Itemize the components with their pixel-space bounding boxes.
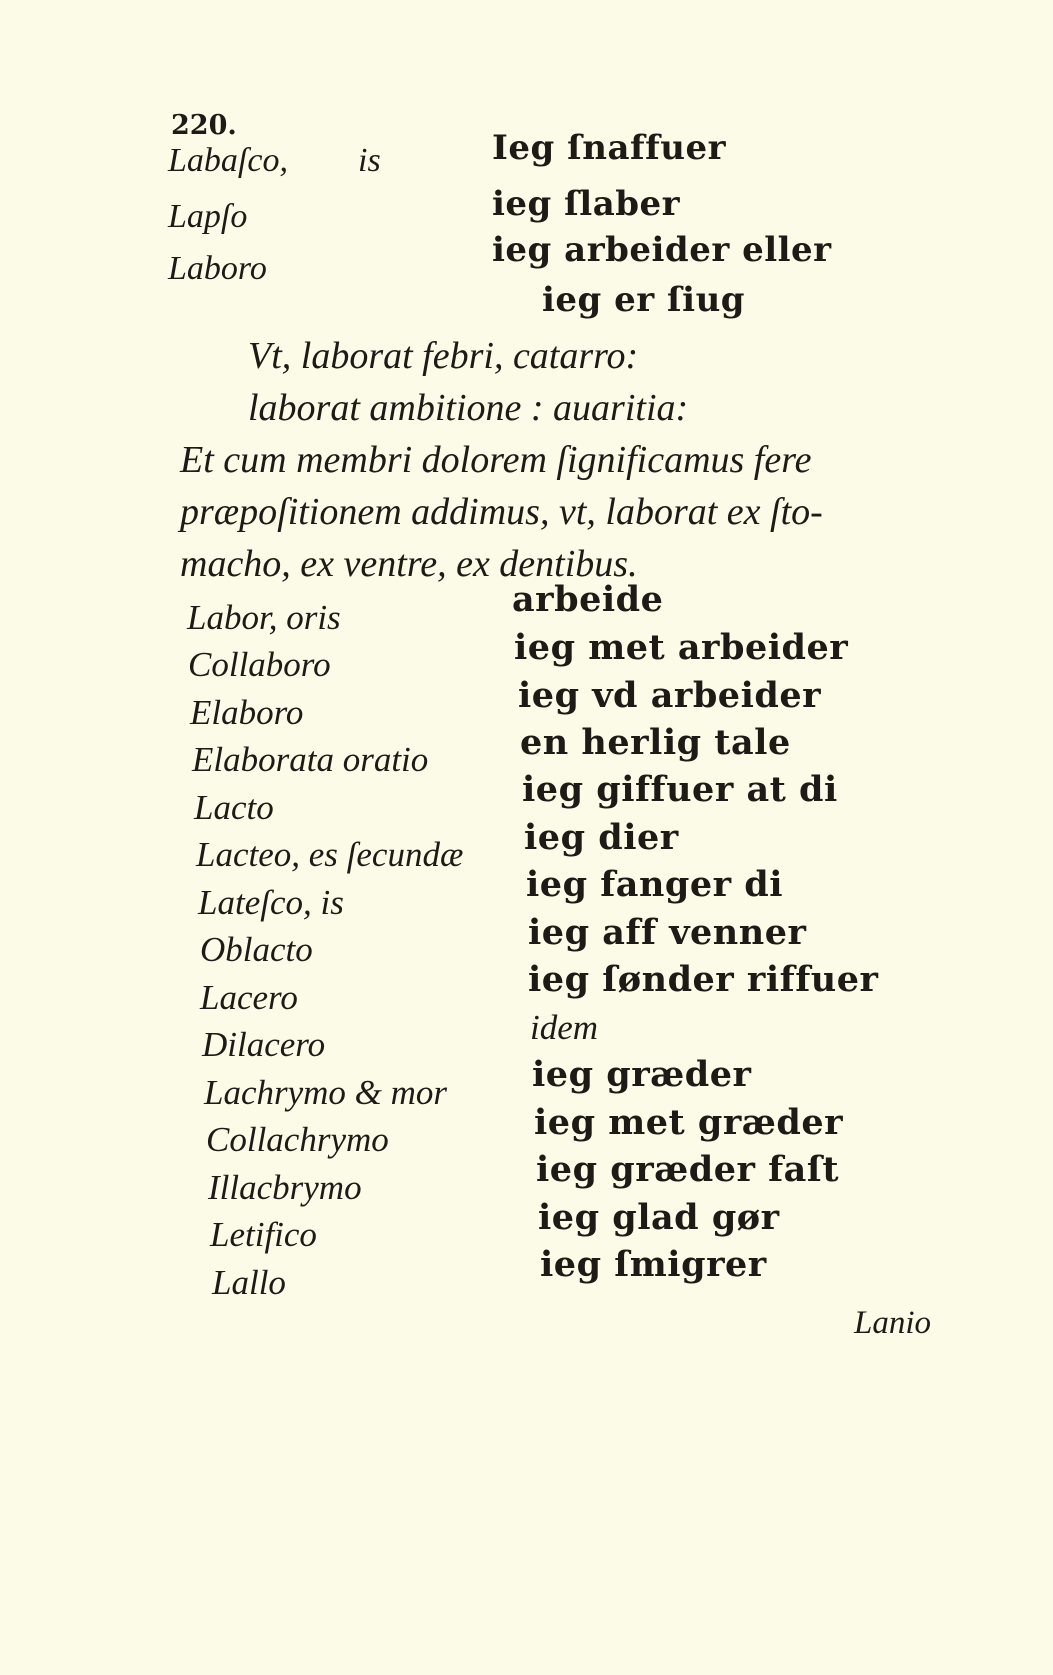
entry-latin: Collachrymo — [206, 1120, 389, 1159]
headword-danish: Ieg ſnaffuer — [492, 128, 727, 168]
entry-latin: Oblacto — [200, 930, 313, 969]
entry-latin: Lateſco, is — [198, 883, 344, 922]
entry-danish: ieg ſønder riffuer — [528, 959, 879, 1000]
entry-danish: ieg glad gør — [538, 1197, 780, 1238]
entry-danish: ieg vd arbeider — [518, 675, 822, 716]
entry-latin: Illacbrymo — [208, 1168, 362, 1207]
paragraph-line: macho, ex ventre, ex dentibus. — [180, 543, 638, 585]
headword-latin: Laboro — [168, 250, 267, 287]
entry-danish: en herlig tale — [520, 722, 791, 763]
entry-danish: ieg dier — [524, 817, 679, 858]
entry-danish: arbeide — [512, 579, 664, 620]
usage-example: laborat ambitione : auaritia: — [248, 387, 689, 429]
entry-latin: Letifico — [210, 1215, 317, 1254]
entry-danish: ieg græder — [532, 1054, 752, 1095]
entry-latin: Dilacero — [202, 1025, 326, 1064]
entry-danish: ieg fanger di — [526, 864, 784, 905]
entry-danish: ieg met arbeider — [514, 627, 849, 668]
headword-danish: ieg arbeider eller — [492, 230, 832, 270]
entry-danish: ieg giffuer at di — [522, 769, 838, 810]
entry-latin: Lacteo, es ſecundæ — [196, 835, 464, 874]
entry-danish: idem — [530, 1008, 599, 1047]
entry-latin: Lallo — [212, 1263, 286, 1302]
entry-danish: ieg græder faſt — [536, 1149, 840, 1190]
headword-latin: Lapſo — [168, 198, 248, 235]
entry-danish: ieg met græder — [534, 1102, 844, 1143]
entry-latin: Lacto — [194, 788, 274, 827]
entry-latin: Lacero — [200, 978, 298, 1017]
definition-continuation: ieg er ſiug — [542, 280, 746, 320]
headword-latin: Labaſco, — [168, 142, 288, 179]
entry-latin: Collaboro — [188, 645, 331, 684]
entry-latin: Lachrymo & mor — [204, 1073, 448, 1112]
entry-latin: Elaborata oratio — [192, 740, 429, 779]
entry-latin: Elaboro — [190, 693, 304, 732]
catchword: Lanio — [853, 1305, 931, 1341]
headword-danish: ieg ſlaber — [492, 184, 681, 224]
entry-danish: ieg ſmigrer — [540, 1244, 767, 1285]
paragraph-line: Et cum membri dolorem ſignificamus fere — [180, 439, 812, 481]
headword-note: is — [358, 142, 381, 179]
paragraph-line: præpoſitionem addimus, vt, laborat ex ſto- — [180, 491, 823, 533]
page-number: 220. — [171, 110, 237, 141]
entry-danish: ieg aff venner — [528, 912, 807, 953]
usage-example: Vt, laborat febri, catarro: — [248, 335, 639, 377]
entry-latin: Labor, oris — [187, 598, 341, 637]
